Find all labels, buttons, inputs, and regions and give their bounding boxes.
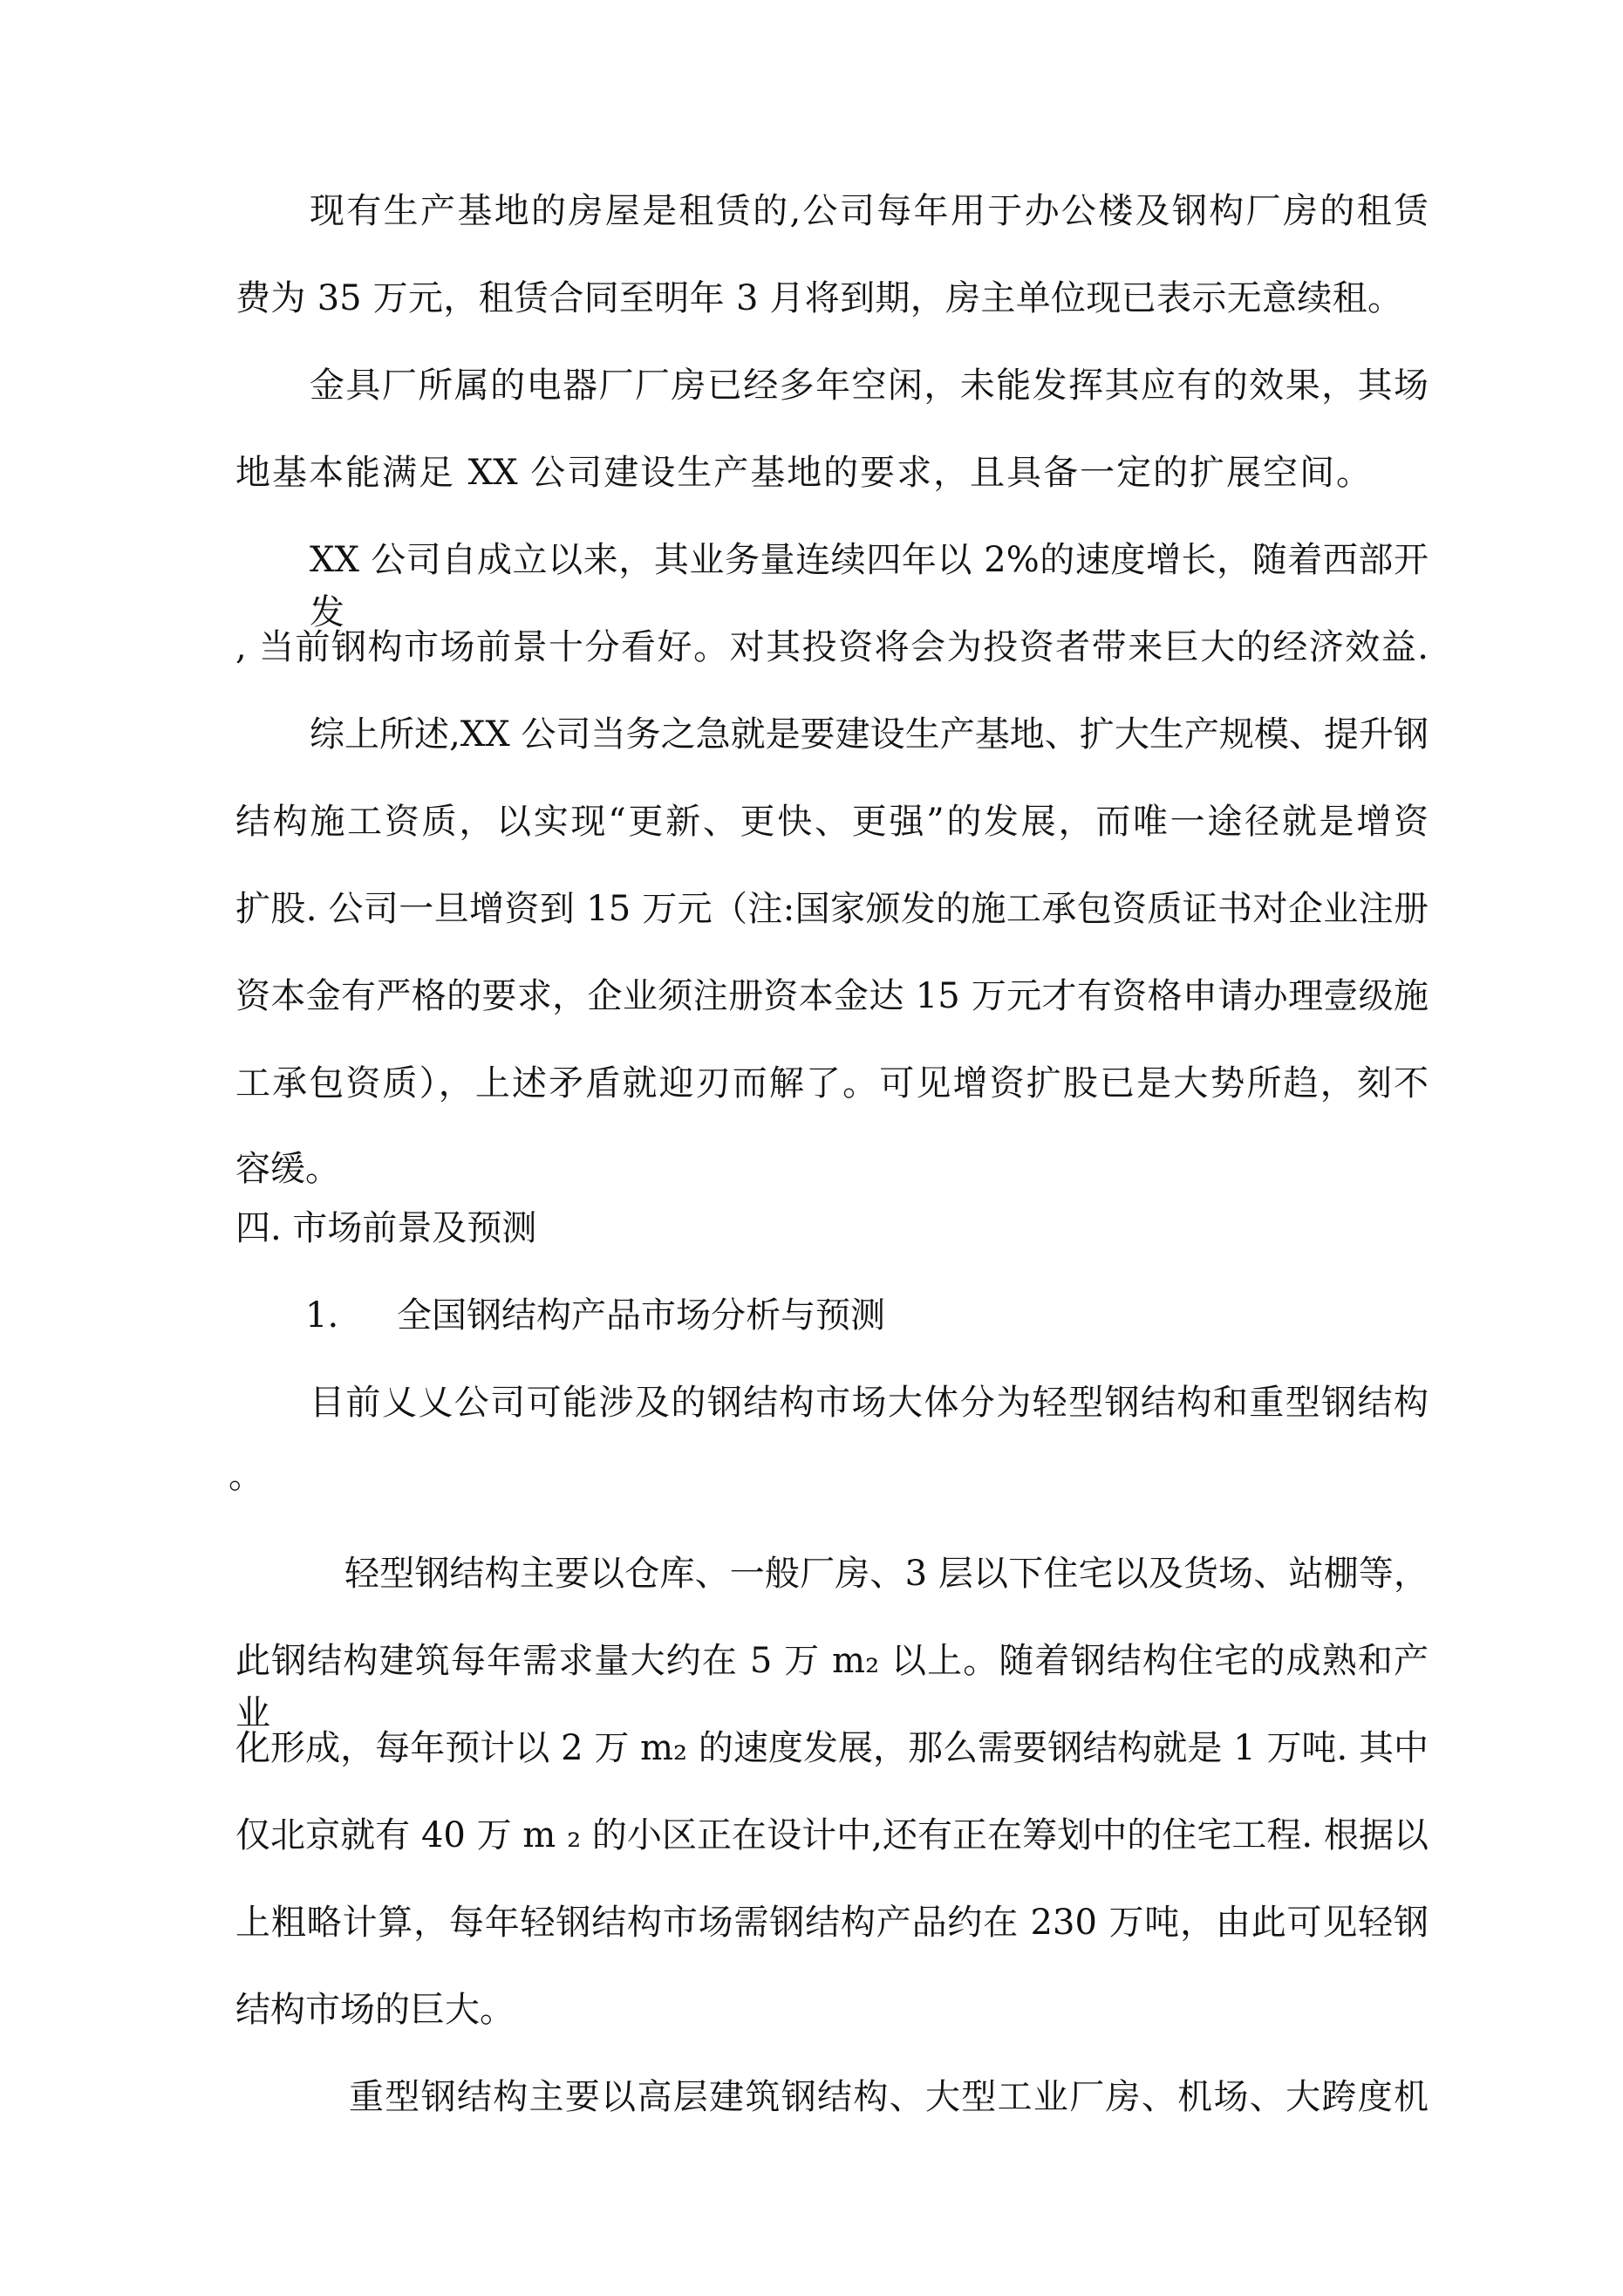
paragraph-5-line-1: 目前乂乂公司可能涉及的钢结构市场大体分为轻型钢结构和重型钢结构 (310, 1383, 1429, 1423)
paragraph-6-line-3: 化形成，每年预计以 2 万 m₂ 的速度发展，那么需要钢结构就是 1 万吨. 其中 (235, 1728, 1429, 1768)
paragraph-2-line-2: 地基本能满足 XX 公司建设生产基地的要求，且具备一定的扩展空间。 (235, 453, 1371, 493)
paragraph-4-line-4: 资本金有严格的要求，企业须注册资本金达 15 万元才有资格申请办理壹级施 (235, 976, 1429, 1016)
paragraph-6-line-6: 结构市场的巨大。 (235, 1990, 515, 2030)
paragraph-5-line-2: 。 (228, 1456, 263, 1496)
paragraph-7-line-1: 重型钢结构主要以高层建筑钢结构、大型工业厂房、机场、大跨度机 (349, 2077, 1429, 2117)
paragraph-4-line-1: 综上所述,XX 公司当务之急就是要建设生产基地、扩大生产规模、提升钢 (310, 714, 1429, 755)
paragraph-2-line-1: 金具厂所属的电器厂厂房已经多年空闲，未能发挥其应有的效果，其场 (310, 366, 1429, 406)
section-heading: 四. 市场前景及预测 (235, 1208, 537, 1248)
paragraph-6-line-1: 轻型钢结构主要以仓库、一般厂房、3 层以下住宅以及货场、站棚等， (344, 1554, 1429, 1594)
paragraph-6-line-5: 上粗略计算，每年轻钢结构市场需钢结构产品约在 230 万吨，由此可见轻钢 (235, 1903, 1429, 1943)
paragraph-4-line-5: 工承包资质），上述矛盾就迎刃而解了。可见增资扩股已是大势所趋，刻不 (235, 1063, 1429, 1104)
subsection-title: 全国钢结构产品市场分析与预测 (397, 1295, 885, 1336)
paragraph-1-line-1: 现有生产基地的房屋是租赁的,公司每年用于办公楼及钢构厂房的租赁 (310, 191, 1429, 231)
paragraph-6-line-2: 此钢结构建筑每年需求量大约在 5 万 m₂ 以上。随着钢结构住宅的成熟和产业 (235, 1641, 1429, 1733)
paragraph-6-line-4: 仅北京就有 40 万 m ₂ 的小区正在设计中,还有正在筹划中的住宅工程. 根据以 (235, 1815, 1429, 1855)
paragraph-4-line-6: 容缓。 (235, 1149, 340, 1189)
paragraph-1-line-2: 费为 35 万元，租赁合同至明年 3 月将到期，房主单位现已表示无意续租。 (235, 278, 1402, 318)
subsection-number: 1. (305, 1295, 339, 1336)
paragraph-3-line-2: , 当前钢构市场前景十分看好。对其投资将会为投资者带来巨大的经济效益. (235, 627, 1429, 667)
paragraph-4-line-2: 结构施工资质，以实现“更新、更快、更强”的发展，而唯一途径就是增资 (235, 802, 1429, 842)
paragraph-4-line-3: 扩股. 公司一旦增资到 15 万元（注:国家颁发的施工承包资质证书对企业注册 (235, 889, 1429, 929)
paragraph-3-line-1: XX 公司自成立以来，其业务量连续四年以 2%的速度增长，随着西部开发 (310, 540, 1429, 632)
